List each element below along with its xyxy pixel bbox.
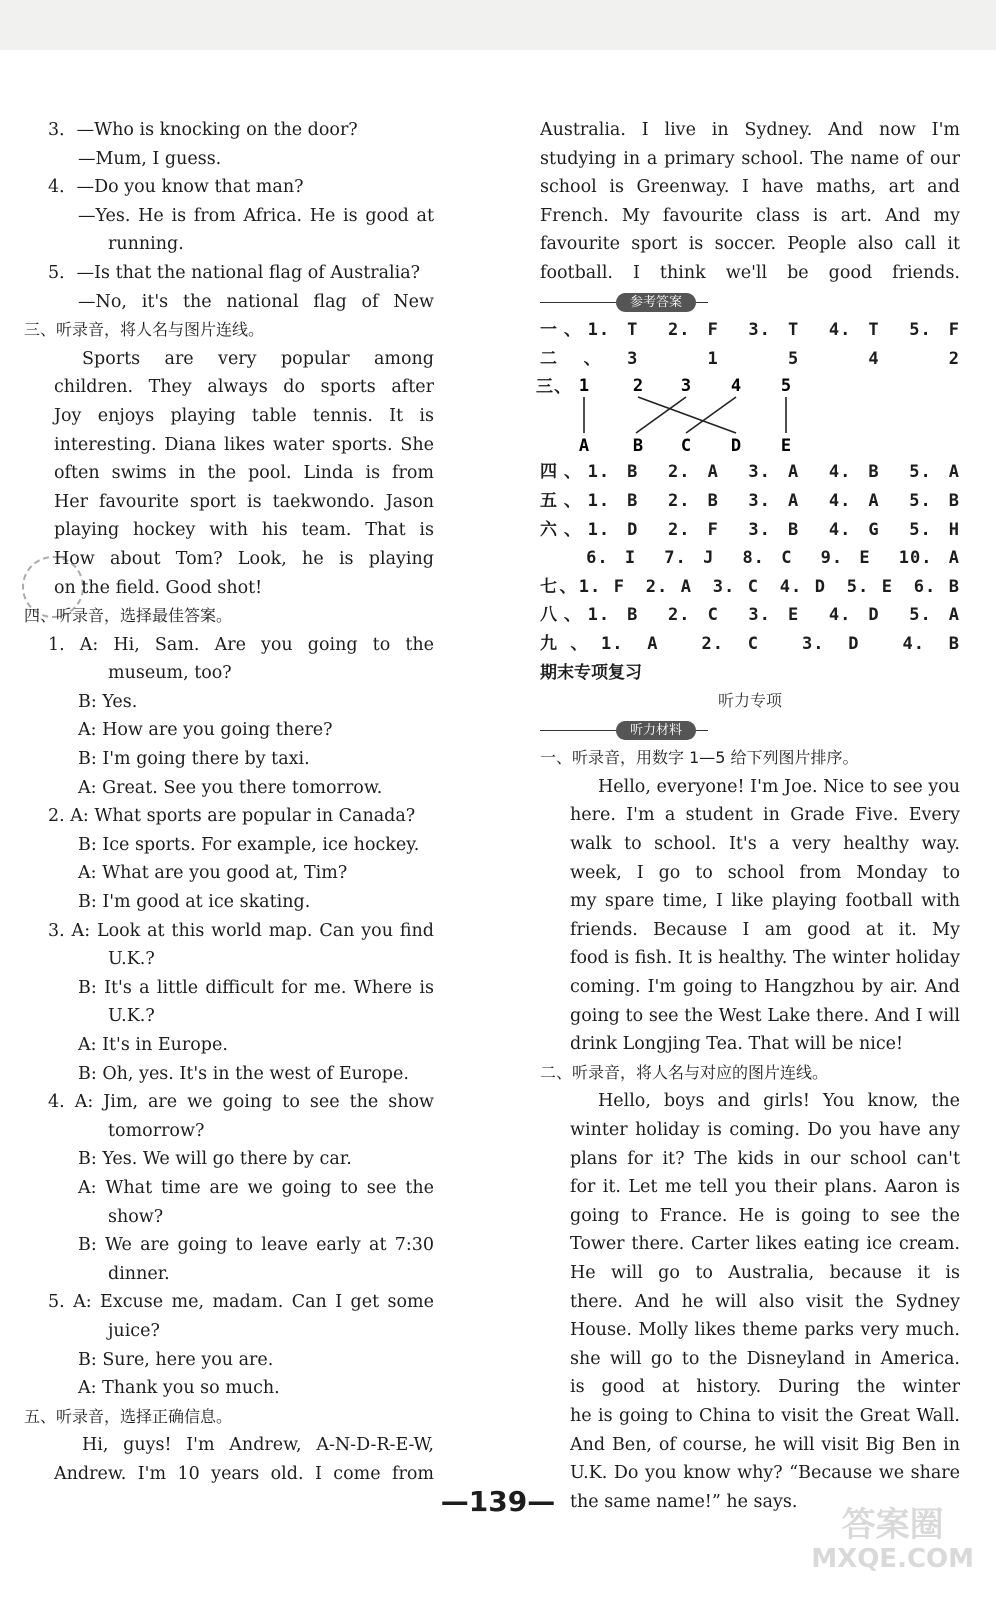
text-line: winter holiday is coming. Do you have any [570, 1120, 960, 1140]
text-line: B: We are going to leave early at 7:30 [78, 1235, 434, 1256]
text-line: going to see the West Lake there. And I will [570, 1005, 960, 1026]
match-prefix: 三、 [536, 377, 572, 398]
text-line: 1. A: Hi, Sam. Are you going to the [48, 634, 434, 655]
text-line: 五、1. B 2. B 3. A 4. A 5. B [540, 490, 960, 511]
text-line: Hello, boys and girls! You know, the [598, 1091, 960, 1112]
text-line: B: Yes. [78, 691, 138, 712]
text-line: food is fish. It is healthy. The winter holiday [570, 948, 960, 969]
match-number: 3 [680, 376, 692, 397]
match-number: 1 [578, 376, 590, 397]
text-line: 八、1. B 2. C 3. E 4. D 5. A [540, 605, 960, 626]
text-line: How about Tom? Look, he is playing [54, 548, 434, 569]
match-line-4-C [686, 397, 736, 433]
text-line: A: Great. See you there tomorrow. [78, 777, 383, 798]
text-line: interesting. Diana likes water sports. She [54, 434, 434, 455]
text-line: —No, it's the national flag of New [78, 291, 434, 312]
text-line: Joy enjoys playing table tennis. It is [54, 405, 434, 426]
match-line-2-D [638, 397, 736, 433]
material-label: 听力材料 [616, 721, 696, 740]
text-line: B: I'm good at ice skating. [78, 892, 311, 913]
text-line: 六、1. D 2. F 3. B 4. G 5. H [540, 519, 960, 540]
left-column [24, 116, 434, 1489]
text-line: 四、1. B 2. A 3. A 4. B 5. A [540, 462, 960, 483]
text-line: A: Thank you so much. [78, 1378, 280, 1399]
text-line: going to France. He is going to see the [570, 1205, 960, 1226]
text-line: juice? [108, 1320, 160, 1341]
text-line: U.K.? [108, 949, 155, 970]
text-line: 九、1. A 2. C 3. D 4. B [540, 633, 960, 654]
text-line: she will go to the Disneyland in America. [570, 1348, 960, 1369]
text-line: dinner. [108, 1263, 170, 1284]
text-line: football. I think we'll be good friends. [540, 262, 960, 283]
text-line: —Yes. He is from Africa. He is good at [78, 205, 434, 226]
match-line-3-B [636, 397, 686, 433]
text-line: tomorrow? [108, 1120, 205, 1141]
match-letter: B [632, 436, 644, 457]
text-line: Tower there. Carter likes eating ice cream. [570, 1234, 960, 1255]
text-line: 6. I 7. J 8. C 9. E 10. A [540, 548, 960, 569]
text-line: 五、听录音，选择正确信息。 [24, 1406, 233, 1426]
text-line: show? [108, 1206, 164, 1227]
text-line: Australia. I live in Sydney. And now I'm [540, 120, 960, 140]
text-line: He will go to Australia, because it is [570, 1262, 960, 1283]
text-line: A: How are you going there? [78, 720, 333, 741]
material-header [540, 716, 960, 745]
text-line: A: What time are we going to see the [78, 1177, 434, 1198]
text-line: U.K.? [108, 1006, 155, 1027]
text-line: B: Sure, here you are. [78, 1349, 274, 1370]
page-number: —139— [440, 1485, 556, 1518]
matching-answer [536, 373, 960, 458]
text-line: Hi, guys! I'm Andrew, A-N-D-R-E-W, [82, 1435, 434, 1456]
text-line: B: I'm going there by taxi. [78, 749, 310, 770]
text-line: And Ben, of course, he will visit Big Ben in [570, 1434, 960, 1455]
text-line: B: Oh, yes. It's in the west of Europe. [78, 1063, 409, 1084]
matching-lines-diagram [570, 373, 830, 458]
text-line: 4. A: Jim, are we going to see the show [48, 1092, 434, 1113]
text-line: on the field. Good shot! [54, 577, 263, 598]
text-line: B: Ice sports. For example, ice hockey. [78, 834, 420, 855]
text-line: walk to school. It's a very healthy way. [570, 834, 960, 855]
watermark-line-2: MXQE.COM [811, 1544, 974, 1574]
match-letter: A [578, 436, 590, 457]
right-column [536, 116, 960, 1516]
text-line: for it. Let me tell you their plans. Aaron is [570, 1177, 960, 1198]
text-line: Hello, everyone! I'm Joe. Nice to see you [598, 776, 960, 797]
text-line: there. And he will also visit the Sydney [570, 1291, 960, 1312]
text-line: friends. Because I am good at it. My [570, 919, 960, 940]
listening-material [540, 744, 960, 1516]
text-line: 3．—Who is knocking on the door? [48, 120, 358, 140]
text-line: B: It's a little difficult for me. Where is [78, 977, 434, 998]
text-line: 二、听录音，将人名与对应的图片连线。 [540, 1062, 829, 1082]
text-line: school is Greenway. I have maths, art and [540, 177, 960, 198]
text-line: 4．—Do you know that man? [48, 177, 304, 198]
text-line: drink Longjing Tea. That will be nice! [570, 1034, 904, 1055]
text-line: plans for it? The kids in our school can't [570, 1148, 960, 1169]
text-line: —Mum, I guess. [78, 148, 222, 169]
text-line: 四、听录音，选择最佳答案。 [24, 606, 233, 626]
text-line: 一、1. T 2. F 3. T 4. T 5. F [540, 320, 960, 341]
text-line: he is going to China to visit the Great Wall. [570, 1405, 960, 1426]
match-letter: C [680, 436, 692, 457]
text-line: studying in a primary school. The name of our [540, 148, 960, 169]
text-line: here. I'm a student in Grade Five. Every [570, 805, 960, 826]
listening-text-continued [540, 116, 960, 288]
text-line: the same name!” he says. [570, 1491, 798, 1512]
text-line: 二、3 1 5 4 2 [540, 348, 960, 369]
text-line: Her favourite sport is taekwondo. Jason [54, 491, 434, 512]
text-line: 七、1. F 2. A 3. C 4. D 5. E 6. B [540, 576, 960, 597]
text-line: week, I go to school from Monday to [570, 862, 960, 883]
text-line: is good at history. During the winter [570, 1377, 960, 1398]
text-line: Andrew. I'm 10 years old. I come from [54, 1463, 434, 1484]
text-line: 5．—Is that the national flag of Australia? [48, 262, 421, 283]
text-line: coming. I'm going to Hangzhou by air. And [570, 977, 960, 998]
text-line: A: It's in Europe. [78, 1035, 228, 1055]
text-line: B: Yes. We will go there by car. [78, 1149, 352, 1170]
text-line: 2. A: What sports are popular in Canada? [48, 806, 416, 827]
text-line: U.K. Do you know why? “Because we share [570, 1463, 960, 1484]
text-line: 一、听录音，用数字 1—5 给下列图片排序。 [540, 748, 859, 768]
text-line: often swims in the pool. Linda is from [54, 463, 434, 484]
text-line: 3. A: Look at this world map. Can you find [48, 920, 434, 941]
match-number: 4 [730, 376, 742, 397]
top-margin-band [0, 0, 996, 50]
text-line: 5. A: Excuse me, madam. Can I get some [48, 1292, 434, 1313]
match-number: 2 [632, 376, 644, 397]
answers-group-2 [540, 458, 960, 658]
match-letter: D [730, 436, 742, 457]
text-line: French. My favourite class is art. And my [540, 205, 960, 226]
watermark-logo [811, 1505, 974, 1576]
text-line: A: What are you good at, Tim? [78, 863, 348, 884]
section-title: 期末专项复习 [540, 662, 642, 683]
match-number: 5 [780, 376, 792, 397]
text-line: running. [108, 234, 184, 255]
text-line: 三、听录音，将人名与图片连线。 [24, 320, 265, 340]
text-line: playing hockey with his team. That is [54, 520, 434, 541]
answer-key-header [540, 288, 960, 317]
watermark-line-1: 答案圈 [841, 1505, 944, 1545]
text-line: museum, too? [108, 663, 232, 684]
text-line: children. They always do sports after [54, 377, 434, 398]
answer-key-label: 参考答案 [616, 293, 696, 312]
section-subtitle: 听力专项 [717, 691, 782, 711]
text-line: favourite sport is soccer. People also call it [540, 234, 960, 255]
match-letter: E [780, 436, 792, 457]
text-line: my spare time, I like playing football with [570, 891, 960, 912]
text-line: House. Molly likes theme parks very much. [570, 1320, 960, 1341]
answers-group-1 [540, 316, 960, 373]
text-line: Sports are very popular among [82, 348, 434, 369]
